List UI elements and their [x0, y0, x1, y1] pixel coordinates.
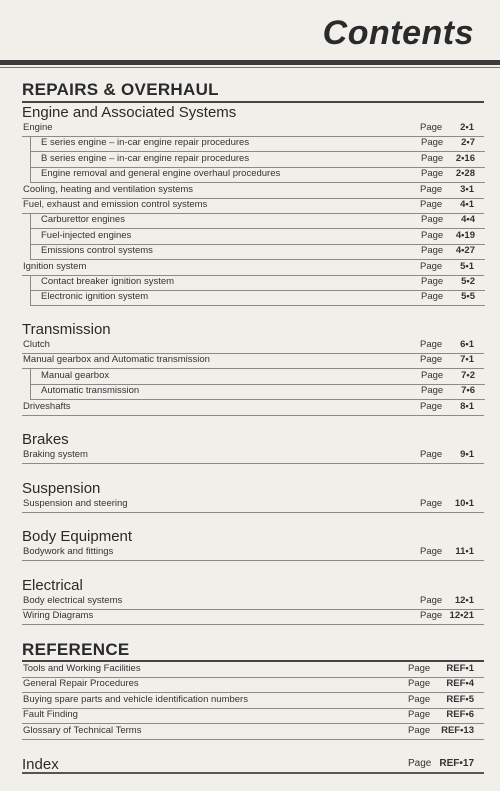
contents-row — [22, 609, 484, 625]
entry-title: Emissions control systems — [41, 245, 153, 257]
page-number: 11•1 — [455, 546, 474, 557]
page-word: Page — [420, 546, 443, 557]
contents-row — [22, 260, 484, 276]
repairs-heading: REPAIRS & OVERHAUL — [22, 80, 219, 99]
index-row — [22, 757, 484, 774]
page-word: Page — [421, 291, 444, 303]
group-body: Body Equipment — [22, 528, 133, 545]
contents-row — [22, 545, 484, 561]
contents-row — [30, 152, 485, 168]
group-electrical: Electrical — [22, 577, 83, 594]
reference-heading: REFERENCE — [22, 640, 130, 659]
repairs-rule — [22, 101, 484, 103]
entry-title: Bodywork and fittings — [23, 546, 114, 557]
page-number: REF•1 — [446, 663, 474, 674]
page-word: Page — [408, 709, 431, 721]
contents-row — [22, 400, 484, 416]
contents-row — [30, 213, 485, 229]
entry-title: Electronic ignition system — [41, 291, 149, 303]
page-word: Page — [421, 137, 444, 149]
entry-title: Tools and Working Facilities — [23, 663, 141, 674]
contents-row — [22, 662, 484, 678]
contents-row — [22, 338, 484, 354]
contents-row — [22, 121, 484, 137]
page-number: 10•1 — [454, 498, 474, 509]
page-number: 8•1 — [460, 400, 474, 412]
contents-row — [22, 677, 484, 693]
contents-row — [22, 353, 484, 369]
contents-row — [30, 136, 485, 152]
contents-row — [22, 724, 484, 740]
page-word: Page — [408, 678, 431, 690]
page-number: 4•27 — [455, 245, 475, 257]
contents-row — [22, 693, 484, 709]
page-number: 2•28 — [455, 168, 475, 180]
page-number: 4•19 — [455, 229, 475, 241]
page-word: Page — [420, 400, 443, 412]
page-word: Page — [421, 385, 444, 397]
page-word: Page — [420, 610, 443, 622]
page-number: 7•2 — [461, 369, 475, 381]
page-number: REF•5 — [446, 693, 474, 705]
group-suspension: Suspension — [22, 480, 101, 497]
page-number: 4•1 — [460, 199, 474, 210]
page-word: Page — [408, 663, 431, 674]
page-number: 5•2 — [461, 276, 475, 287]
entry-title: Driveshafts — [23, 400, 71, 412]
page-number: 7•6 — [461, 385, 475, 397]
page-number: 3•1 — [460, 183, 474, 195]
page-number: 9•1 — [460, 449, 474, 460]
page-word: Page — [420, 498, 443, 509]
entry-title: Braking system — [23, 449, 88, 460]
page-title: Contents — [322, 14, 474, 52]
page-word: Page — [420, 260, 443, 272]
entry-title: Contact breaker ignition system — [41, 276, 175, 287]
contents-row — [30, 167, 485, 183]
page-number: 4•4 — [461, 214, 475, 226]
page-word: Page — [420, 354, 443, 366]
contents-row — [22, 448, 484, 464]
title-rule-thin — [0, 67, 500, 68]
contents-row — [30, 244, 485, 260]
contents-row — [30, 384, 485, 400]
entry-title: Engine — [23, 122, 53, 133]
index-heading: Index — [22, 756, 59, 773]
entry-title: Wiring Diagrams — [23, 610, 94, 622]
page-word: Page — [421, 245, 444, 257]
page-word: Page — [420, 339, 443, 350]
entry-title: Fuel, exhaust and emission control systems — [23, 199, 208, 210]
page-number: 6•1 — [460, 339, 474, 350]
entry-title: Buying spare parts and vehicle identification numbers — [23, 693, 248, 705]
contents-row — [22, 183, 484, 199]
page-word: Page — [421, 276, 444, 287]
page-number: 7•1 — [460, 354, 474, 366]
contents-row — [30, 369, 485, 385]
page-word: Page — [420, 183, 443, 195]
entry-title: General Repair Procedures — [23, 678, 139, 690]
entry-title: Body electrical systems — [23, 595, 123, 606]
page-number: 2•16 — [455, 152, 475, 164]
entry-title: Suspension and steering — [23, 498, 128, 509]
contents-row — [30, 229, 485, 245]
contents-row — [22, 594, 484, 610]
contents-row — [22, 198, 484, 214]
entry-title: Ignition system — [23, 260, 87, 272]
entry-title: Engine removal and general engine overhaul procedures — [41, 168, 281, 180]
contents-row — [22, 708, 484, 724]
page-word: Page — [420, 595, 443, 606]
entry-title: Fuel-injected engines — [41, 229, 132, 241]
page-number: 5•1 — [460, 260, 474, 272]
entry-title: Automatic transmission — [41, 385, 140, 397]
group-brakes: Brakes — [22, 431, 69, 448]
entry-title: Clutch — [23, 339, 50, 350]
entry-title: Manual gearbox and Automatic transmission — [23, 354, 210, 366]
group-transmission: Transmission — [22, 321, 111, 338]
page-number: 2•1 — [460, 122, 474, 133]
contents-row — [30, 290, 485, 306]
page-word: Page — [408, 758, 432, 769]
entry-title: Manual gearbox — [41, 369, 110, 381]
page-word: Page — [408, 724, 431, 736]
group-engine: Engine and Associated Systems — [22, 104, 237, 121]
page-word: Page — [421, 214, 444, 226]
page-word: Page — [420, 122, 443, 133]
page-number: 5•5 — [461, 291, 475, 303]
page-number: REF•6 — [446, 709, 474, 721]
page-number: 12•21 — [449, 610, 474, 622]
contents-row — [22, 497, 484, 513]
page-word: Page — [420, 449, 443, 460]
index-page-number: REF•17 — [439, 758, 474, 769]
page-word: Page — [421, 369, 444, 381]
entry-title: B series engine – in-car engine repair procedures — [41, 152, 250, 164]
page-word: Page — [408, 693, 431, 705]
page-word: Page — [421, 168, 444, 180]
entry-title: Glossary of Technical Terms — [23, 724, 142, 736]
entry-title: Fault Finding — [23, 709, 78, 721]
page-number: REF•4 — [446, 678, 474, 690]
page-number: 12•1 — [454, 595, 474, 606]
page-word: Page — [421, 152, 444, 164]
page-number: REF•13 — [441, 724, 474, 736]
page-number: 2•7 — [461, 137, 475, 149]
page-word: Page — [421, 229, 444, 241]
title-rule — [0, 60, 500, 65]
entry-title: E series engine – in-car engine repair procedures — [41, 137, 250, 149]
page-word: Page — [420, 199, 443, 210]
entry-title: Carburettor engines — [41, 214, 125, 226]
entry-title: Cooling, heating and ventilation systems — [23, 183, 194, 195]
contents-row — [30, 275, 485, 291]
